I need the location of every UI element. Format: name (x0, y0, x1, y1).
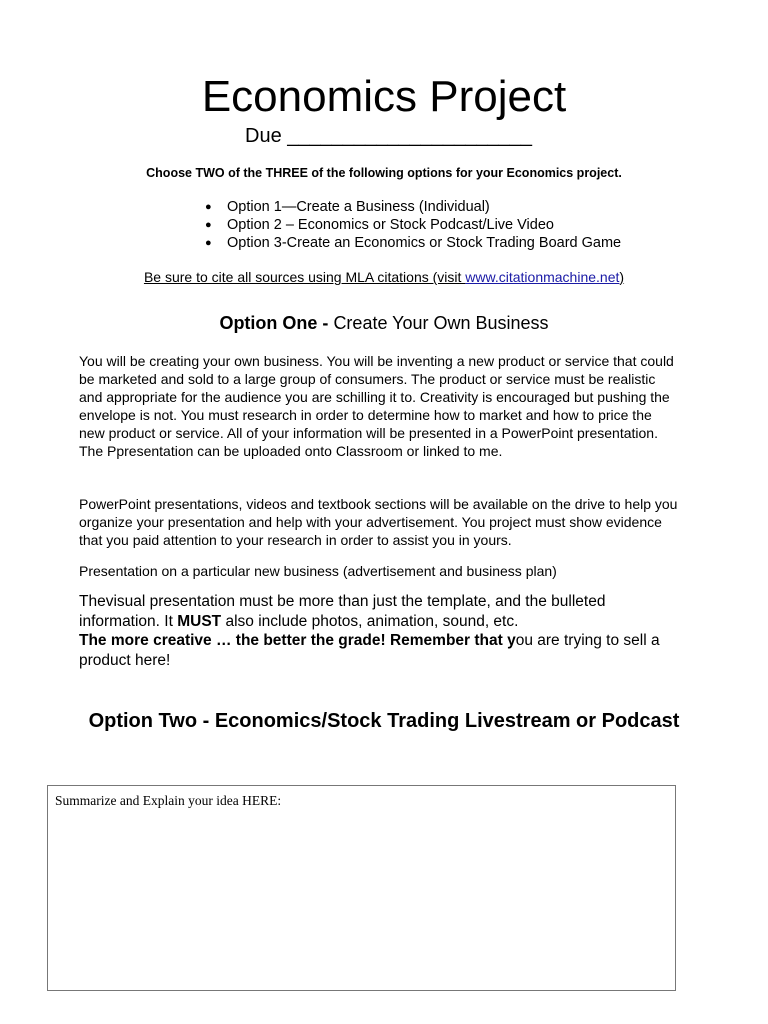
option-two-heading-text: Option Two - Economics/Stock Trading Livestream or Podcast (88, 710, 680, 732)
bullet-icon: ● (205, 237, 212, 249)
option-one-paragraph-2: PowerPoint presentations, videos and textbook sections will be available on the drive to help you organize your presentation and help with your advertisement. You project must show evidence that you paid attention to your research in order to assist you in yours. (79, 496, 678, 548)
options-list (205, 198, 621, 252)
option-label: Option 3-Create an Economics or Stock Trading Board Game (227, 235, 622, 251)
option-one-heading (0, 311, 768, 335)
list-item (205, 198, 621, 216)
citation-prefix: Be sure to cite all sources using MLA citations (visit (143, 269, 466, 285)
p4-bold-text: The more creative … the better the grade! Remember that y (79, 632, 516, 649)
citation-suffix: ) (619, 269, 625, 285)
p4-text-a: Thevisual presentation must be more than just the template, and the bulleted information. It (79, 593, 606, 630)
summary-label: Summarize and Explain your idea HERE: (55, 793, 282, 808)
page-title: Economics Project (201, 72, 567, 121)
p4-text-c: ou are trying to sell a product here! (79, 632, 660, 669)
option-label: Option 2 – Economics or Stock Podcast/Live Video (227, 217, 554, 233)
option-one-heading-rest: Create Your Own Business (333, 313, 549, 333)
option-one-paragraph-1: You will be creating your own business. You will be inventing a new product or service that could be marketed and sold to a large group of consumers. The product or service must be realistic and appropriate for the audience you are schilling it to. Creativity is encouraged but pushing the envelope is not. You must research in order to determine how to market and how to price the new product or service. All of your information will be presented in a PowerPoint presentation. The Ppresentation can be uploaded onto Classroom or linked to me. (79, 353, 674, 459)
instructions-text: Choose TWO of the THREE of the following options for your Economics project. (146, 166, 622, 180)
due-date-line: Due ______________________ (245, 125, 532, 147)
list-item (205, 234, 621, 252)
citation-note (0, 268, 768, 286)
summary-text-box[interactable] (47, 785, 676, 991)
p4-text-b: also include photos, animation, sound, etc. (221, 612, 519, 630)
option-one-paragraph-3: Presentation on a particular new business (advertisement and business plan) (79, 563, 557, 579)
citation-link[interactable]: www.citationmachine.net (465, 269, 620, 285)
option-two-heading (0, 708, 768, 735)
option-label: Option 1—Create a Business (Individual) (227, 199, 490, 215)
bullet-icon: ● (205, 219, 212, 231)
p4-must: MUST (177, 612, 222, 630)
bullet-icon: ● (205, 201, 212, 213)
option-one-paragraph-4 (79, 592, 679, 670)
list-item (205, 216, 621, 234)
option-one-heading-bold: Option One - (219, 313, 334, 333)
